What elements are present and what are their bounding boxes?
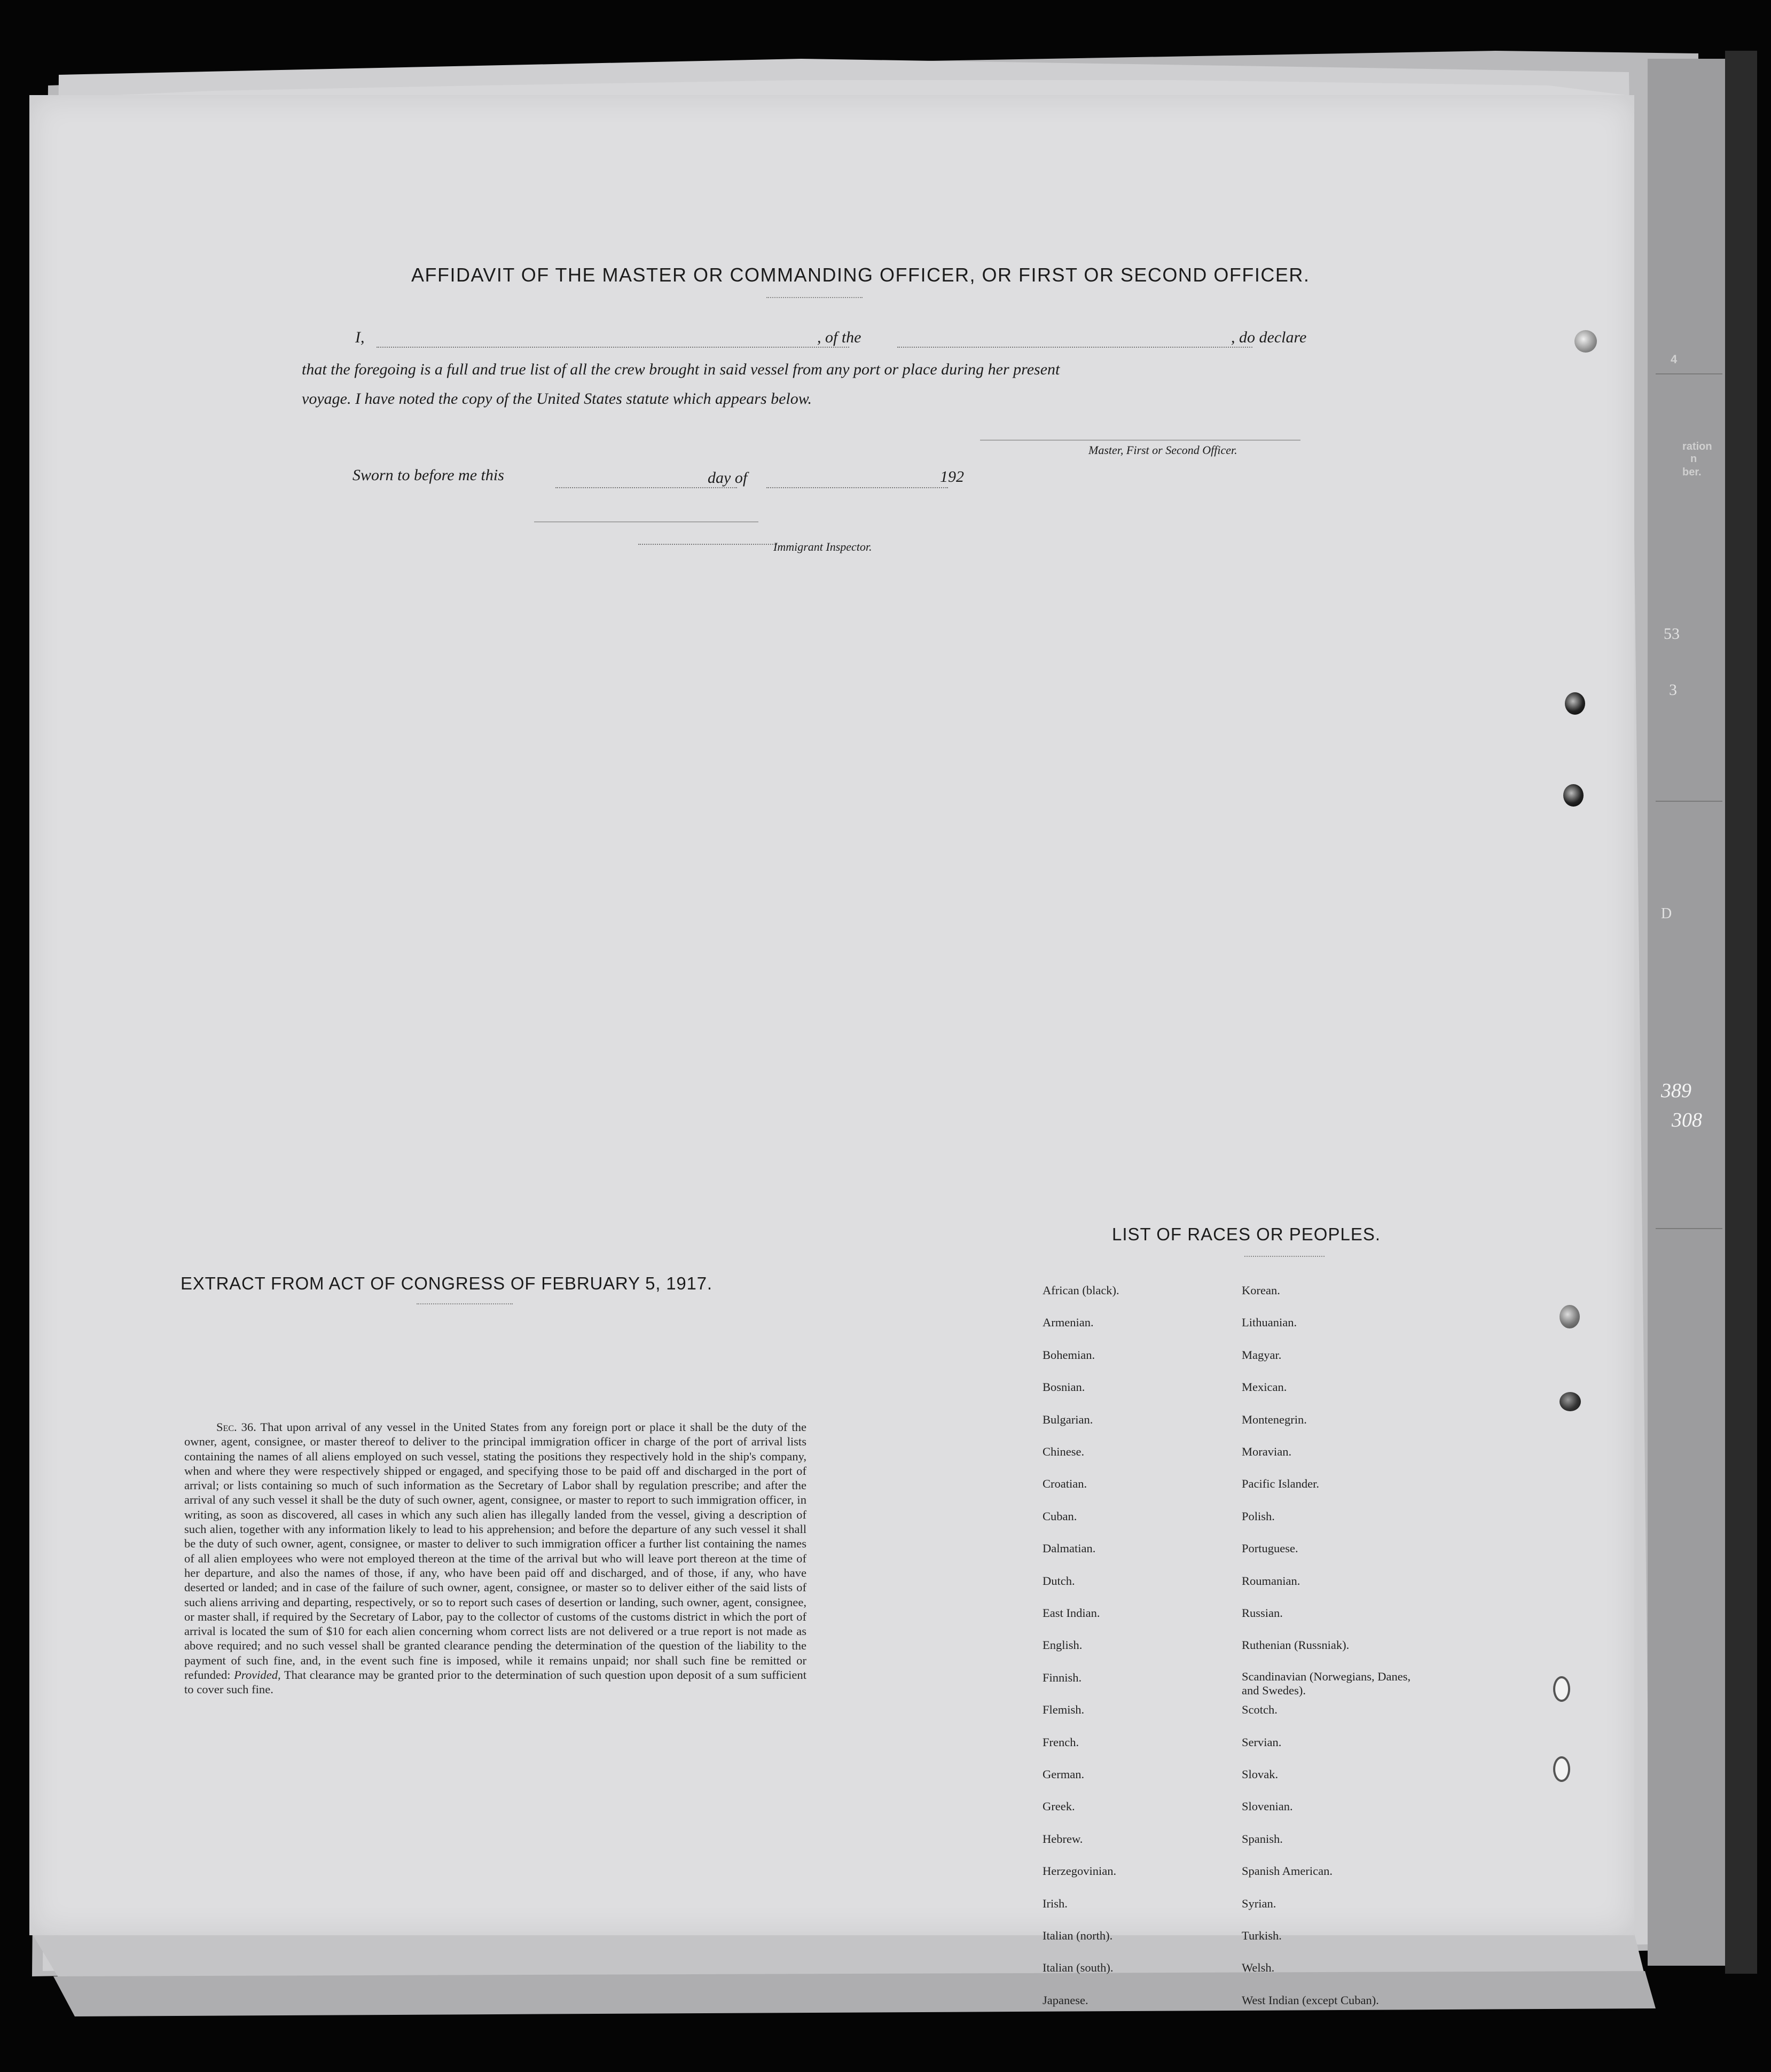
affidavit-line-2: that the foregoing is a full and true list of all the crew brought in said vessel from any port or place during her present [302, 361, 1060, 378]
race-item: Scandinavian (Norwegians, Danes, and Swedes). [1242, 1669, 1411, 1697]
inspector-line[interactable] [638, 544, 777, 545]
sworn-year: 192 [940, 468, 964, 486]
extract-body-end: That clearance may be granted prior to the determination of such question upon deposit of a sum sufficient to cover such fine. [184, 1668, 807, 1696]
race-item: Dalmatian. [1043, 1542, 1096, 1555]
edge-fragment: 3 [1669, 681, 1677, 699]
edge-fragment: D [1661, 905, 1672, 922]
race-item: Chinese. [1043, 1445, 1085, 1458]
race-item: Slovenian. [1242, 1800, 1293, 1813]
race-item: Turkish. [1242, 1929, 1282, 1942]
edge-fragment: ration [1682, 441, 1712, 452]
extract-section: Sec. 36. [216, 1420, 256, 1434]
race-item: Portuguese. [1242, 1542, 1298, 1555]
race-item: Welsh. [1242, 1961, 1275, 1975]
affidavit-do-declare: , do declare [1231, 329, 1307, 346]
edge-fragment: 53 [1664, 625, 1680, 643]
races-divider [1244, 1256, 1325, 1257]
race-item: Montenegrin. [1242, 1412, 1307, 1426]
race-item: Servian. [1242, 1735, 1282, 1749]
race-item: German. [1043, 1768, 1085, 1781]
race-item: Bohemian. [1043, 1348, 1095, 1362]
sworn-day-blank[interactable] [555, 487, 737, 488]
race-item: Italian (north). [1043, 1929, 1113, 1942]
affidavit-i: I, [355, 329, 365, 346]
race-item: Mexican. [1242, 1380, 1287, 1394]
race-item: Bosnian. [1043, 1380, 1085, 1394]
race-item: Russian. [1242, 1606, 1283, 1620]
race-item: Japanese. [1043, 1993, 1088, 2007]
race-item: West Indian (except Cuban). [1242, 1993, 1379, 2007]
race-item: Polish. [1242, 1509, 1275, 1523]
extract-title: EXTRACT FROM ACT OF CONGRESS OF FEBRUARY 5, 1917. [181, 1273, 712, 1293]
edge-fragment: 389 [1661, 1080, 1691, 1102]
race-item: Pacific Islander. [1242, 1477, 1319, 1491]
race-item: Syrian. [1242, 1896, 1276, 1910]
race-item: Spanish. [1242, 1832, 1283, 1846]
extract-body [184, 1420, 806, 1697]
race-item: Korean. [1242, 1284, 1280, 1297]
race-item: Lithuanian. [1242, 1316, 1297, 1330]
race-item: Moravian. [1242, 1445, 1292, 1458]
punch-hole [1553, 1756, 1570, 1782]
sworn-month-blank[interactable] [766, 487, 948, 488]
extract-body-text: That upon arrival of any vessel in the United States from any foreign port or place it shall be the duty of the owner, agent, consignee, or master thereof to deliver to the principal immigration officer in charge of the port of arrival lists containing the names of all aliens employed on such vessel, stating the positions they respectively hold in the ship's company, when and where they were respectively shipped or engaged, and specifying those to be paid off and discharged in the port of arrival; or lists containing so much of such information as the Secretary of Labor shall by regulation prescribe; and after the arrival of any such vessel it shall be the duty of such owner, agent, consignee, or master to report to such immigration officer, in writing, as soon as discovered, all cases in which any such alien has illegally landed from the vessel, giving a description of such alien, together with any information likely to lead to his apprehension; and before the departure of any such vessel it shall be the duty of such owner, agent, consignee, or master to deliver to such immigration officer a further list containing the names of all alien employees who were not employed thereon at the time of the arrival but who will leave port thereon at the time of her departure, and also the names of those, if any, who have been paid off and discharged, and of those, if any, who have deserted or landed; and in case of the failure of such owner, agent, consignee, or master so to deliver either of the said lists of such aliens arriving and departing, respectively, or so to report such cases of desertion or landing, such owner, agent, consignee, or master shall, if required by the Secretary of Labor, pay to the collector of customs of the customs district in which the port of arrival is located the sum of $10 for each alien concerning whom correct lists are not delivered or a true report is not made as above required; and no such vessel shall be granted clearance pending the determination of the question of the liability to the payment of such fine, and, in the event such fine is imposed, while it remains unpaid; nor shall such fine be remitted or refunded: [184, 1420, 806, 1682]
race-item: Magyar. [1242, 1348, 1282, 1362]
punch-hole [1560, 1392, 1581, 1411]
master-signature-label: Master, First or Second Officer. [1088, 443, 1237, 457]
extract-provided: Provided, [234, 1668, 281, 1682]
race-item: Roumanian. [1242, 1574, 1300, 1588]
edge-fragment: ber. [1682, 466, 1702, 478]
race-item: Ruthenian (Russniak). [1242, 1638, 1350, 1652]
race-item: African (black). [1043, 1284, 1119, 1297]
title-divider [766, 297, 863, 298]
race-item: Irish. [1043, 1896, 1068, 1910]
race-item: East Indian. [1043, 1606, 1100, 1620]
race-item: Hebrew. [1043, 1832, 1083, 1846]
punch-hole [1560, 1305, 1580, 1328]
edge-fragment: n [1690, 453, 1697, 465]
name-blank[interactable] [377, 347, 849, 348]
race-item: Finnish. [1043, 1670, 1082, 1684]
race-item: Greek. [1043, 1800, 1075, 1813]
race-item: Italian (south). [1043, 1961, 1114, 1975]
punch-hole [1574, 330, 1597, 353]
sworn-text: Sworn to before me this [352, 466, 504, 484]
race-item: Slovak. [1242, 1768, 1279, 1781]
edge-fragment: 4 [1671, 353, 1678, 366]
races-title: LIST OF RACES OR PEOPLES. [1112, 1224, 1381, 1244]
affidavit-of-the: , of the [817, 329, 861, 346]
race-item: Spanish American. [1242, 1864, 1333, 1878]
race-item: Armenian. [1043, 1316, 1094, 1330]
inspector-line-upper[interactable] [534, 521, 758, 522]
sworn-day-of: day of [708, 469, 748, 487]
race-item: Cuban. [1043, 1509, 1077, 1523]
punch-hole [1553, 1676, 1570, 1702]
affidavit-line-3: voyage. I have noted the copy of the United States statute which appears below. [302, 390, 812, 408]
race-item: Scotch. [1242, 1703, 1278, 1717]
inspector-label: Immigrant Inspector. [773, 540, 872, 553]
affidavit-title: AFFIDAVIT OF THE MASTER OR COMMANDING OFFICER, OR FIRST OR SECOND OFFICER. [411, 264, 1310, 286]
extract-divider [417, 1303, 513, 1304]
edge-fragment: 308 [1672, 1109, 1702, 1131]
master-signature-line[interactable] [980, 440, 1300, 441]
race-item: English. [1043, 1638, 1083, 1652]
punch-hole [1565, 692, 1585, 715]
race-item: Herzegovinian. [1043, 1864, 1117, 1878]
punch-hole [1563, 784, 1584, 807]
race-item: Croatian. [1043, 1477, 1087, 1491]
form-page [29, 95, 1634, 2007]
race-item: Dutch. [1043, 1574, 1075, 1588]
race-item: Flemish. [1043, 1703, 1085, 1717]
race-item: Bulgarian. [1043, 1412, 1093, 1426]
vessel-blank[interactable] [897, 347, 1252, 348]
race-item: French. [1043, 1735, 1079, 1749]
